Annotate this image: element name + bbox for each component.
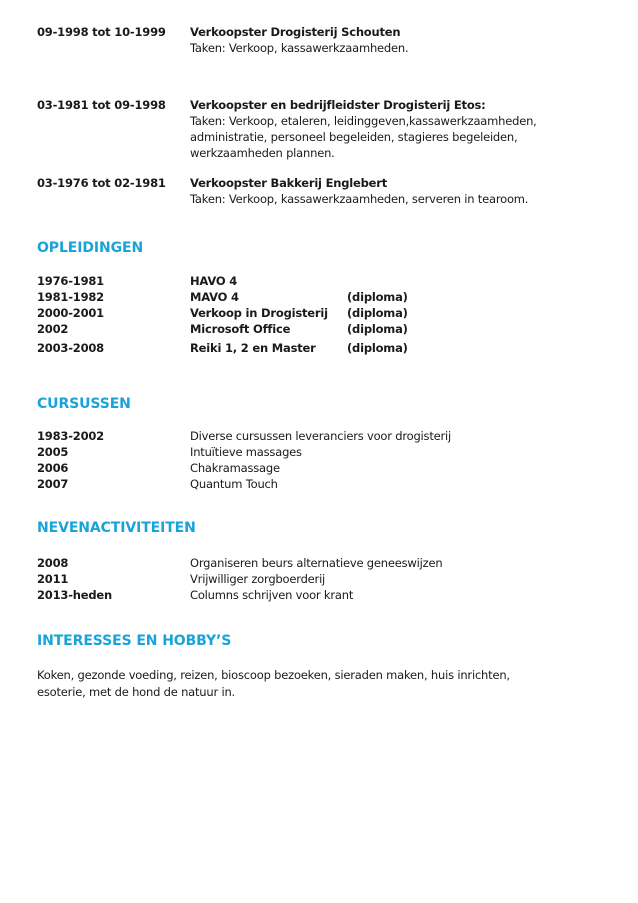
activity-name: Vrijwilliger zorgboerderij — [190, 572, 326, 586]
experience-date: 09-1998 tot 10-1999 — [37, 25, 166, 39]
activity-date: 2008 — [37, 556, 69, 570]
experience-detail: werkzaamheden plannen. — [190, 146, 335, 160]
section-heading-nevenactiviteiten: NEVENACTIVITEITEN — [37, 520, 196, 536]
course-date: 2006 — [37, 461, 69, 475]
education-date: 2000-2001 — [37, 306, 104, 320]
experience-detail: Taken: Verkoop, etaleren, leidinggeven,kassawerkzaamheden, — [190, 114, 537, 128]
education-date: 2002 — [37, 322, 69, 336]
section-heading-cursussen: CURSUSSEN — [37, 396, 131, 412]
activity-name: Organiseren beurs alternatieve geneeswijzen — [190, 556, 443, 570]
course-date: 1983-2002 — [37, 429, 104, 443]
course-name-cell — [190, 460, 607, 476]
education-date: 2003-2008 — [37, 341, 104, 355]
course-name: Intuïtieve massages — [190, 445, 302, 459]
education-diploma: (diploma) — [347, 290, 408, 304]
experience-title: Verkoopster Bakkerij Englebert — [190, 176, 388, 190]
experience-description — [190, 97, 607, 161]
education-diploma: (diploma) — [347, 306, 408, 320]
education-diploma: (diploma) — [347, 341, 408, 355]
experience-detail: Taken: Verkoop, kassawerkzaamheden. — [190, 41, 409, 55]
experience-description — [190, 175, 607, 207]
education-name: HAVO 4 — [190, 274, 238, 288]
course-name-cell — [190, 444, 607, 460]
experience-title: Verkoopster Drogisterij Schouten — [190, 25, 401, 39]
experience-detail: Taken: Verkoop, kassawerkzaamheden, serveren in tearoom. — [190, 192, 529, 206]
interests-line: Koken, gezonde voeding, reizen, bioscoop bezoeken, sieraden maken, huis inrichten, — [37, 668, 510, 682]
activity-name-cell — [190, 555, 607, 571]
education-name-cell — [190, 273, 607, 289]
education-name: Microsoft Office — [190, 322, 291, 336]
experience-date: 03-1981 tot 09-1998 — [37, 98, 166, 112]
section-heading-interesses: INTERESSES EN HOBBY’S — [37, 633, 232, 649]
experience-date: 03-1976 tot 02-1981 — [37, 176, 166, 190]
course-date: 2007 — [37, 477, 69, 491]
education-name: Verkoop in Drogisterij — [190, 306, 328, 320]
course-name: Diverse cursussen leveranciers voor drogisterij — [190, 429, 452, 443]
course-name: Quantum Touch — [190, 477, 278, 491]
activity-date: 2011 — [37, 572, 69, 586]
experience-detail: administratie, personeel begeleiden, stagieres begeleiden, — [190, 130, 518, 144]
education-date: 1976-1981 — [37, 274, 104, 288]
activity-name-cell — [190, 571, 607, 587]
interests-text — [37, 667, 582, 701]
section-heading-opleidingen: OPLEIDINGEN — [37, 240, 144, 256]
education-date: 1981-1982 — [37, 290, 104, 304]
activity-name: Columns schrijven voor krant — [190, 588, 354, 602]
activity-date: 2013-heden — [37, 588, 112, 602]
experience-title: Verkoopster en bedrijfleidster Drogisterij Etos: — [190, 98, 486, 112]
course-name-cell — [190, 476, 607, 492]
education-name: Reiki 1, 2 en Master — [190, 341, 316, 355]
activity-name-cell — [190, 587, 607, 603]
course-date: 2005 — [37, 445, 69, 459]
education-diploma: (diploma) — [347, 322, 408, 336]
course-name: Chakramassage — [190, 461, 280, 475]
education-name: MAVO 4 — [190, 290, 239, 304]
interests-line: esoterie, met de hond de natuur in. — [37, 685, 236, 699]
experience-description — [190, 24, 607, 56]
course-name-cell — [190, 428, 607, 444]
